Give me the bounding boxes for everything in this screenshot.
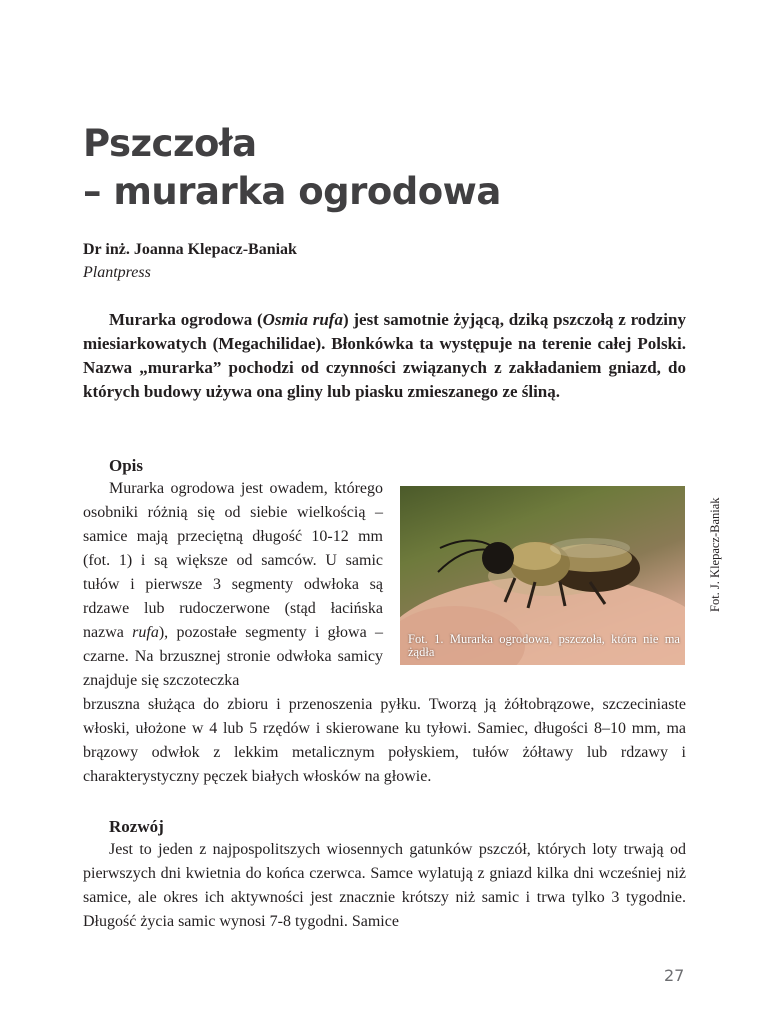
author-name: Dr inż. Joanna Klepacz-Baniak: [83, 241, 297, 258]
page-number: 27: [664, 966, 685, 985]
section-heading-opis: Opis: [109, 456, 144, 475]
opis-latin-name: rufa: [132, 624, 159, 641]
opis-text-1: Murarka ogrodowa jest owadem, którego osobniki różnią się od siebie wielkością – samice mają przeciętną długość 10-12 mm (fot. 1) i są większe od samców. U samic tułów i pierwsze 3 segmenty odwłoka są rdzawe lub rudoczerwone (stąd łacińska nazwa: [83, 480, 383, 641]
lead-species-name: Osmia rufa: [262, 310, 343, 329]
page-title: [83, 120, 703, 216]
author-affiliation: Plantpress: [83, 264, 151, 281]
opis-full-width-text: brzuszna służąca do zbioru i przenoszenia pyłku. Tworzą ją żółtobrązowe, szczeciniaste włoski, ułożone w 4 lub 5 rzędów i skierowane ku tyłowi. Samiec, długości 8–10 mm, ma brązowy odwłok z lekkim metalicznym połyskiem, tułów żółtawy lub rdzawy i charakterystyczny pęczek białych włosków na głowie.: [83, 696, 686, 785]
photo-credit: Fot. J. Klepacz-Baniak: [708, 497, 722, 612]
opis-text-2: ), pozostałe segmenty i głowa – czarne. Na brzusznej stronie odwłoka samicy znajduje się szczoteczka: [83, 624, 383, 689]
lead-paragraph: [83, 308, 686, 404]
title-line-1: Pszczoła: [83, 122, 257, 165]
section-heading-rozwoj: Rozwój: [109, 817, 164, 836]
title-line-2: – murarka ogrodowa: [83, 170, 501, 213]
photo-caption: Fot. 1. Murarka ogrodowa, pszczoła, która nie ma żądła: [408, 632, 680, 659]
lead-text-2: ) jest samotnie żyjącą, dziką pszczołą z rodziny miesiarkowatych (Megachilidae). Błonkówka ta występuje na terenie całej Polski. Nazwa „murarka” pochodzi od czynności związanych z zakładaniem gniazd, do których budowy używa ona gliny lub piasku zmieszanego ze śliną.: [83, 310, 686, 401]
lead-text-1: Murarka ogrodowa (: [109, 310, 263, 329]
section-body-rozwoj: Jest to jeden z najpospolitszych wiosennych gatunków pszczół, których loty trwają od pierwszych dni kwietnia do końca czerwca. Samce wylatują z gniazd kilka dni wcześniej niż samice, ale okres ich aktywności jest znacznie krótszy niż samic i trwa tylko 3 tygodnie. Długość życia samic wynosi 7-8 tygodni. Samice: [83, 841, 686, 930]
bee-photo: [400, 486, 685, 665]
opis-column-text: [83, 477, 383, 693]
